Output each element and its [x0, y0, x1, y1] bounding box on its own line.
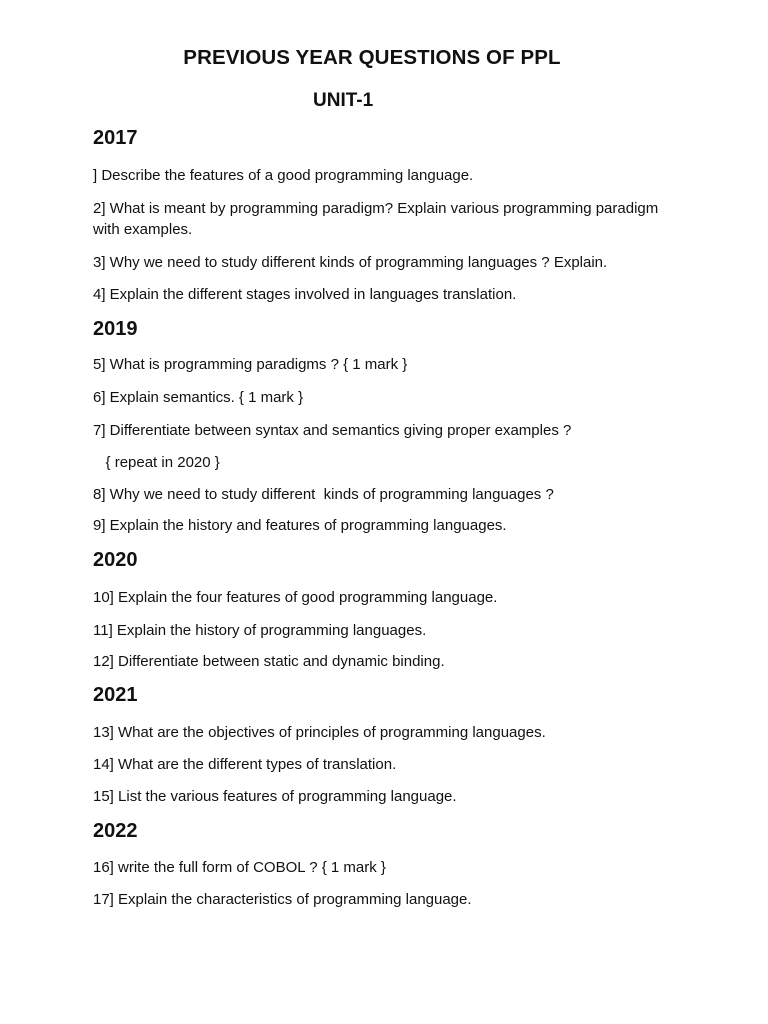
question-13: 13] What are the objectives of principles of programming languages.	[93, 724, 546, 741]
question-7: 7] Differentiate between syntax and semantics giving proper examples ?	[93, 422, 572, 439]
year-heading-2020: 2020	[93, 549, 138, 571]
question-1: ] Describe the features of a good programming language.	[93, 167, 474, 184]
question-10: 10] Explain the four features of good programming language.	[93, 589, 498, 606]
year-heading-2022: 2022	[93, 820, 138, 842]
year-heading-2019: 2019	[93, 318, 138, 340]
question-3: 3] Why we need to study different kinds of programming languages ? Explain.	[93, 254, 608, 271]
question-16: 16] write the full form of COBOL ? { 1 mark }	[93, 859, 386, 876]
question-6: 6] Explain semantics. { 1 mark }	[93, 389, 304, 406]
unit-heading: UNIT-1	[313, 90, 374, 111]
year-heading-2021: 2021	[93, 684, 138, 706]
question-14: 14] What are the different types of translation.	[93, 756, 397, 773]
question-17: 17] Explain the characteristics of programming language.	[93, 891, 472, 908]
question-12: 12] Differentiate between static and dynamic binding.	[93, 653, 445, 670]
question-2: 2] What is meant by programming paradigm? Explain various programming paradigm with examples.	[93, 200, 663, 238]
question-15: 15] List the various features of programming language.	[93, 788, 457, 805]
question-9: 9] Explain the history and features of programming languages.	[93, 517, 507, 534]
year-heading-2017: 2017	[93, 127, 138, 149]
question-5: 5] What is programming paradigms ? { 1 mark }	[93, 356, 408, 373]
question-11: 11] Explain the history of programming languages.	[93, 622, 427, 639]
question-8: 8] Why we need to study different kinds of programming languages ?	[93, 486, 554, 503]
question-4: 4] Explain the different stages involved in languages translation.	[93, 286, 517, 303]
document-title: PREVIOUS YEAR QUESTIONS OF PPL	[183, 46, 561, 69]
question-7-note: { repeat in 2020 }	[93, 454, 220, 471]
